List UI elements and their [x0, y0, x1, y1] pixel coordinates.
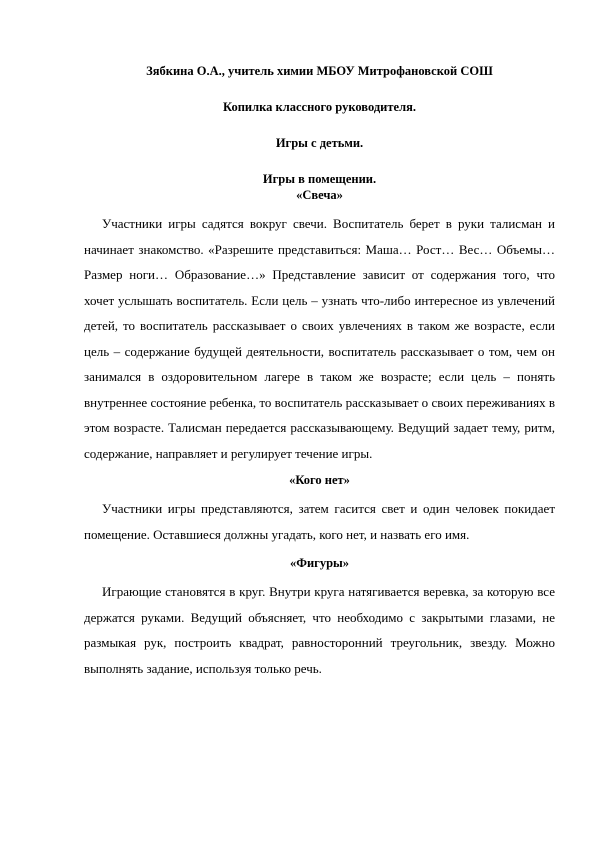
topic-title: Игры с детьми. [275, 136, 364, 150]
section-text-candle: Участники игры садятся вокруг свечи. Воспитатель берет в руки талисман и начинает знакомство. «Разрешите представиться: Маша… Рост… Вес… Объемы… Размер ноги… Образование…» Представление зависит от содержания того, что хочет услышать воспитатель. Если цель – узнать что-либо интересное из увлечений детей, то воспитатель рассказывает о своих увлечениях в таком же возрасте, если цель – содержание будущей деятельности, воспитатель рассказывает о том, чем он занимался в оздоровительном лагере в таком же возрасте; если цель – понять внутреннее состояние ребенка, то воспитатель рассказывает о своих переживаниях в этом возрасте. Талисман передается рассказывающему. Ведущий задает тему, ритм, содержание, направляет и регулирует течение игры. [84, 216, 555, 461]
section-title-candle: «Свеча» [296, 188, 343, 202]
section-title-figures: «Фигуры» [289, 556, 350, 570]
subtopic-title: Игры в помещении. [262, 172, 377, 186]
section-text-figures: Играющие становятся в круг. Внутри круга натягивается веревка, за которую все держатся руками. Ведущий объясняет, что необходимо с закрытыми глазами, не размыкая рук, построить квадрат, равносторонний треугольник, звезду. Можно выполнять задание, используя только речь. [84, 584, 555, 676]
section-text-who-is-missing: Участники игры представляются, затем гасится свет и один человек покидает помещение. Оставшиеся должны угадать, кого нет, и назвать его имя. [84, 501, 555, 542]
author-line: Зябкина О.А., учитель химии МБОУ Митрофановской СОШ [146, 64, 493, 78]
section-title-who-is-missing: «Кого нет» [289, 473, 350, 487]
collection-title: Копилка классного руководителя. [223, 100, 416, 114]
